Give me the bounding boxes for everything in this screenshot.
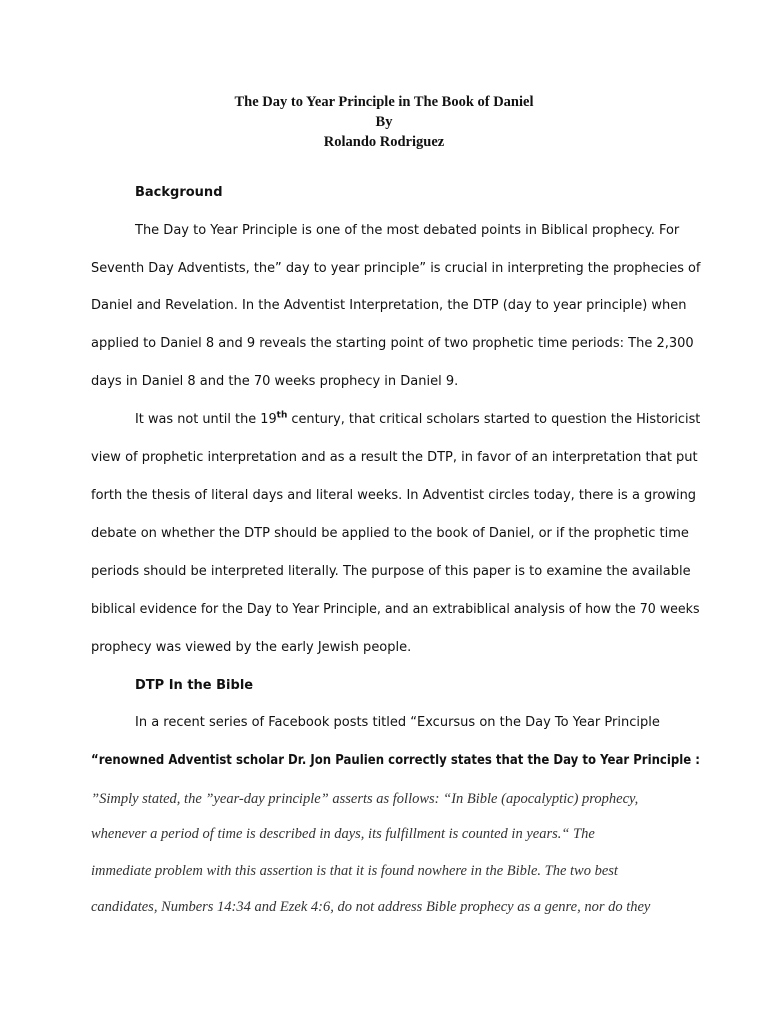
- paragraph1-line: The Day to Year Principle is one of the most debated points in Biblical prophecy. For: [135, 223, 680, 238]
- paragraph1-line: days in Daniel 8 and the 70 weeks prophecy in Daniel 9.: [91, 374, 459, 389]
- paragraph2-line: forth the thesis of literal days and literal weeks. In Adventist circles today, there is a growing: [91, 488, 697, 503]
- paragraph1-line: Daniel and Revelation. In the Adventist Interpretation, the DTP (day to year principle) when: [91, 298, 687, 313]
- paragraph2-text: century, that critical scholars started to question the Historicist: [287, 412, 701, 427]
- document-title: [0, 92, 768, 152]
- paragraph2-first-line: [135, 411, 700, 429]
- quote-line: whenever a period of time is described in days, its fulfillment is counted in years.“ The: [91, 826, 595, 842]
- paragraph2-line: biblical evidence for the Day to Year Principle, and an extrabiblical analysis of how the 70 weeks: [91, 602, 700, 617]
- title-by: By: [375, 114, 393, 130]
- paragraph1-line: Seventh Day Adventists, the” day to year principle” is crucial in interpreting the prophecies of: [91, 261, 701, 276]
- heading-dtp-in-bible: DTP In the Bible: [135, 678, 254, 693]
- paragraph2-text: It was not until the 19: [135, 412, 277, 427]
- quote-line: immediate problem with this assertion is that it is found nowhere in the Bible. The two best: [91, 863, 618, 879]
- paragraph2-line: view of prophetic interpretation and as a result the DTP, in favor of an interpretation that put: [91, 450, 698, 465]
- paragraph2-line: periods should be interpreted literally. The purpose of this paper is to examine the available: [91, 564, 691, 579]
- quote-line: ”Simply stated, the ”year-day principle” asserts as follows: “In Bible (apocalyptic) prophecy,: [91, 791, 639, 807]
- title-author: Rolando Rodriguez: [323, 134, 445, 150]
- paragraph3-line: In a recent series of Facebook posts titled “Excursus on the Day To Year Principle: [135, 715, 660, 730]
- paragraph2-line: debate on whether the DTP should be applied to the book of Daniel, or if the prophetic time: [91, 526, 689, 541]
- heading-background: Background: [135, 185, 223, 200]
- superscript-th: th: [276, 410, 288, 421]
- quote-line: candidates, Numbers 14:34 and Ezek 4:6, do not address Bible prophecy as a genre, nor do they: [91, 899, 651, 915]
- paragraph2-line: prophecy was viewed by the early Jewish people.: [91, 640, 412, 655]
- paragraph3-line: “renowned Adventist scholar Dr. Jon Paulien correctly states that the Day to Year Principle :: [91, 753, 700, 768]
- paragraph1-line: applied to Daniel 8 and 9 reveals the starting point of two prophetic time periods: The 2,300: [91, 336, 694, 351]
- title-main: The Day to Year Principle in The Book of Daniel: [234, 94, 534, 110]
